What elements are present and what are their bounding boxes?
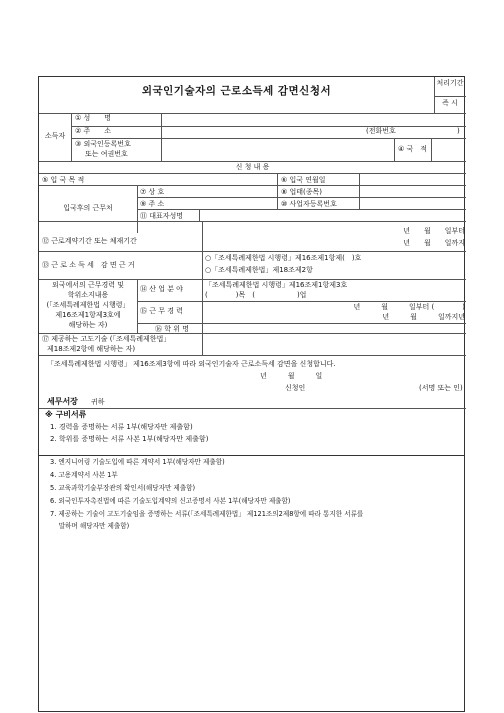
document-item: 3. 엔지니어링 기술도입에 따른 계약서 1부(해당자만 제출함) (50, 458, 225, 466)
divider (39, 161, 466, 162)
registration-label-2: 또는 여권번호 (85, 150, 128, 158)
contract-to: 년 월 일까지 (403, 239, 465, 247)
form-title: 외국인기술자의 근로소득세 감면신청서 (141, 85, 332, 97)
request-section-label: 신 청 내 용 (235, 163, 270, 171)
divider (39, 355, 466, 356)
application-form (38, 76, 465, 456)
divider (431, 138, 432, 161)
career-label-3: (「조세특례제한법 시행령」 (46, 301, 130, 309)
arrival-purpose-label: ⑤ 입 국 목 적 (42, 176, 85, 184)
document-item: 7. 제공하는 기술이 고도기술임을 증명하는 서류(「조세특례제한법」 제121조의2제8항에 따라 통지한 서류를 (50, 510, 364, 518)
career-from: 년 월 일부터 ( ) (353, 303, 465, 311)
divider (394, 138, 395, 161)
contract-from: 년 월 일부터 (403, 227, 465, 235)
divider (202, 333, 203, 355)
divider (39, 408, 466, 409)
processing-value: 즉 시 (442, 99, 458, 107)
address-input[interactable] (162, 126, 362, 138)
processing-label: 처리기간 (436, 79, 464, 87)
phone-close: ) (457, 127, 460, 135)
divider (39, 173, 466, 174)
addressee-suffix: 귀하 (91, 398, 105, 406)
divider (202, 251, 203, 279)
trade-name-label: ⑦ 상 호 (140, 188, 165, 196)
tech-label-1: ⑰ 제공하는 고도기술 (「조세특례제한법」 (42, 335, 171, 343)
divider (39, 333, 466, 334)
career-label-5: 해당하는 자) (68, 321, 108, 329)
phone-label: (전화번호 (366, 127, 396, 135)
applicant-sign-label: 신청인 (285, 384, 306, 392)
divider (199, 209, 200, 221)
address-label: ② 주 소 (75, 127, 112, 135)
divider (39, 279, 466, 280)
signature-label: (서명 또는 인) (419, 384, 463, 392)
applicant-section-label: 소득자 (44, 132, 66, 140)
document-item: 1. 경력을 증명하는 서류 1부(해당자만 제출함) (50, 423, 193, 431)
work-career-label: ⑮ 근 무 경 력 (140, 307, 183, 315)
document-item: 말하며 해당자만 제출함) (50, 522, 130, 530)
divider (137, 209, 466, 210)
divider (277, 173, 278, 185)
career-to: 년 월 일까지년 (382, 313, 465, 321)
workplace-address-label: ⑨ 주 소 (140, 200, 165, 208)
degree-label: ⑯ 학 위 명 (155, 325, 189, 333)
basis-line-2: ○「조세특례제한법」제18조제2항 (205, 266, 313, 274)
declaration-date: 년 월 일 (260, 372, 323, 380)
industry-label: ⑭ 산 업 분 야 (140, 285, 183, 293)
workplace-label: 입국후의 근무처 (63, 204, 113, 212)
tech-label-2: 제18조제2항에 해당하는 자) (47, 345, 136, 353)
registration-label-1: ③ 외국인등록번호 (75, 140, 131, 148)
divider (359, 173, 360, 185)
documents-title: ※ 구비서류 (45, 410, 87, 419)
document-item: 6. 외국인투자촉진법에 따른 기술도입계약의 신고증명서 사본 1부(해당자만 제출함) (50, 497, 291, 505)
nationality-label: ④ 국 적 (398, 145, 428, 153)
contract-period-label: ⑫ 근로계약기간 또는 체재기간 (42, 237, 137, 245)
document-item: 5. 교육과학기술부장관의 확인서(해당자만 제출함) (50, 484, 196, 492)
declaration-statement: 「조세특례제한법 시행령」 제16조제3항에 따라 외국인기술자 근로소득세 감면을 신청합니다. (47, 360, 336, 368)
name-label: ① 성 명 (75, 114, 112, 122)
divider (434, 96, 466, 97)
name-input[interactable] (162, 113, 465, 126)
divider (39, 185, 466, 186)
document-item: 4. 고용계약서 사본 1부 (50, 471, 118, 479)
career-label-1: 외국에서의 근무경력 및 (51, 281, 125, 289)
reduction-basis-label: ⑬ 근 로 소 득 세 감 면 근 거 (42, 261, 135, 269)
divider (137, 323, 466, 324)
divider (71, 113, 72, 161)
document-item: 2. 학위를 증명하는 서류 사본 1부(해당자만 제출함) (50, 435, 209, 443)
career-label-2: 학위소지내용 (67, 291, 109, 299)
addressee: 세무서장 (47, 397, 78, 406)
career-label-4: 제16조제1항제3호에 (55, 311, 121, 319)
divider (137, 197, 466, 198)
basis-line-1: ○「조세특례제한법 시행령」제16조제1항제( )호 (205, 254, 362, 262)
divider (137, 301, 466, 302)
industry-line-2: ( )목 ( )업 (205, 291, 307, 299)
business-registration-label: ⑩ 사업자등록번호 (281, 200, 337, 208)
divider (39, 221, 466, 222)
divider (137, 279, 138, 333)
representative-label: ⑪ 대표자성명 (140, 212, 184, 220)
business-type-label: ⑧ 업태(종목) (281, 188, 323, 196)
documents-section (38, 456, 465, 712)
arrival-date-label: ⑥ 입국 연월일 (281, 176, 326, 184)
divider (39, 251, 466, 252)
industry-line-1: 「조세특례제한법 시행령」제16조제1항제3호 (205, 281, 348, 289)
registration-input[interactable] (162, 138, 394, 161)
